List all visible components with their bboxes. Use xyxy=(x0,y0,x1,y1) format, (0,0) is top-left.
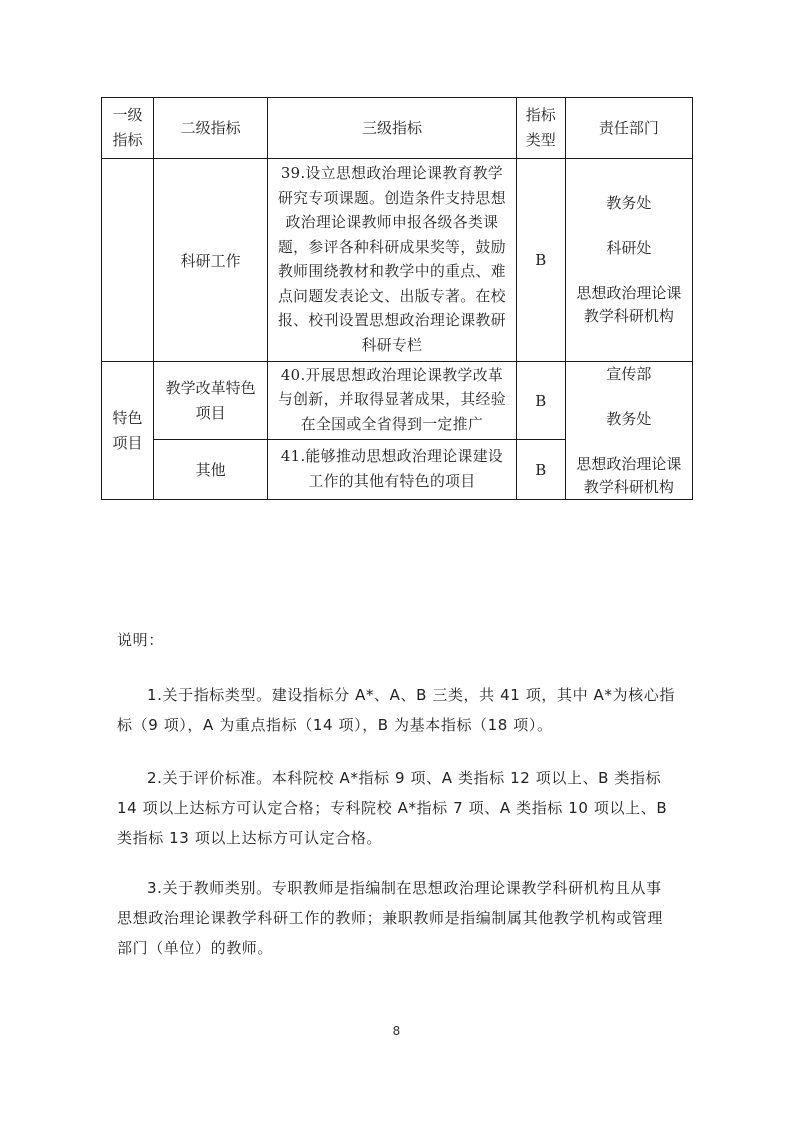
dept-item: 教务处 xyxy=(606,409,652,428)
dept-item: 教学科研机构 xyxy=(583,477,674,496)
note-item-3 xyxy=(117,873,677,963)
header-level2: 二级指标 xyxy=(154,98,268,159)
dept-item: 科研处 xyxy=(606,239,652,257)
level1-line2: 项目 xyxy=(112,433,143,452)
header-level1-line1: 一级 xyxy=(112,106,143,124)
note-text: 3.关于教师类别。专职教师是指编制在思想政治理论课教学科研机构且从事思想政治理论课教学科研工作的教师；兼职教师是指编制属其他教学机构或管理部门（单位）的教师。 xyxy=(117,879,664,957)
dept-item: 宣传部 xyxy=(606,364,652,383)
indicator-table xyxy=(101,97,693,500)
cell-level3: 39.设立思想政治理论课教育教学研究专项课题。创造条件支持思想政治理论课教师申报各级各类课题，参评各种科研成果奖等，鼓励教师围绕教材和教学中的重点、难点问题发表论文、出版专著。在校报、校刊设置思想政治理论课教研科研专栏 xyxy=(268,159,516,362)
header-type-line2: 类型 xyxy=(525,131,556,149)
header-level1 xyxy=(102,98,154,159)
header-level1-line2: 指标 xyxy=(112,131,143,149)
note-text: 2.关于评价标准。本科院校 A*指标 9 项、A 类指标 12 项以上、B 类指标 14 项以上达标方可认定合格；专科院校 A*指标 7 项、A 类指标 10 项以上、B 类指标 13 项以上达标方可认定合格。 xyxy=(117,769,668,847)
page-number: 8 xyxy=(392,1024,401,1038)
level2-line2: 项目 xyxy=(195,403,226,422)
cell-level1-empty xyxy=(102,159,154,362)
level1-line1: 特色 xyxy=(112,408,143,427)
cell-level2 xyxy=(154,362,268,440)
cell-level2: 其他 xyxy=(154,440,268,500)
dept-item: 思想政治理论课 xyxy=(576,284,682,302)
cell-level3: 41.能够推动思想政治理论课建设工作的其他有特色的项目 xyxy=(268,440,516,500)
cell-type: B xyxy=(516,159,565,362)
table-row xyxy=(102,159,693,362)
note-text: 1.关于指标类型。建设指标分 A*、A、B 三类，共 41 项，其中 A*为核心指标（9 项），A 为重点指标（14 项），B 为基本指标（18 项）。 xyxy=(117,686,675,734)
header-type-line1: 指标 xyxy=(525,106,556,124)
table-header-row xyxy=(102,98,693,159)
note-item-1 xyxy=(117,680,677,740)
cell-level2: 科研工作 xyxy=(154,159,268,362)
cell-type: B xyxy=(516,440,565,500)
dept-item: 教学科研机构 xyxy=(583,307,674,325)
note-item-2 xyxy=(117,763,677,853)
header-level3: 三级指标 xyxy=(268,98,516,159)
cell-level1 xyxy=(102,362,154,500)
dept-item: 思想政治理论课 xyxy=(576,454,682,473)
header-dept: 责任部门 xyxy=(565,98,692,159)
cell-dept xyxy=(565,362,692,500)
dept-item: 教务处 xyxy=(606,194,652,212)
header-type xyxy=(516,98,565,159)
cell-type: B xyxy=(516,362,565,440)
notes-title: 说明： xyxy=(117,631,164,649)
cell-level3: 40.开展思想政治理论课教学改革与创新，并取得显著成果，其经验在全国或全省得到一定推广 xyxy=(268,362,516,440)
table-row xyxy=(102,362,693,440)
level2-line1: 教学改革特色 xyxy=(165,378,256,397)
cell-dept xyxy=(565,159,692,362)
